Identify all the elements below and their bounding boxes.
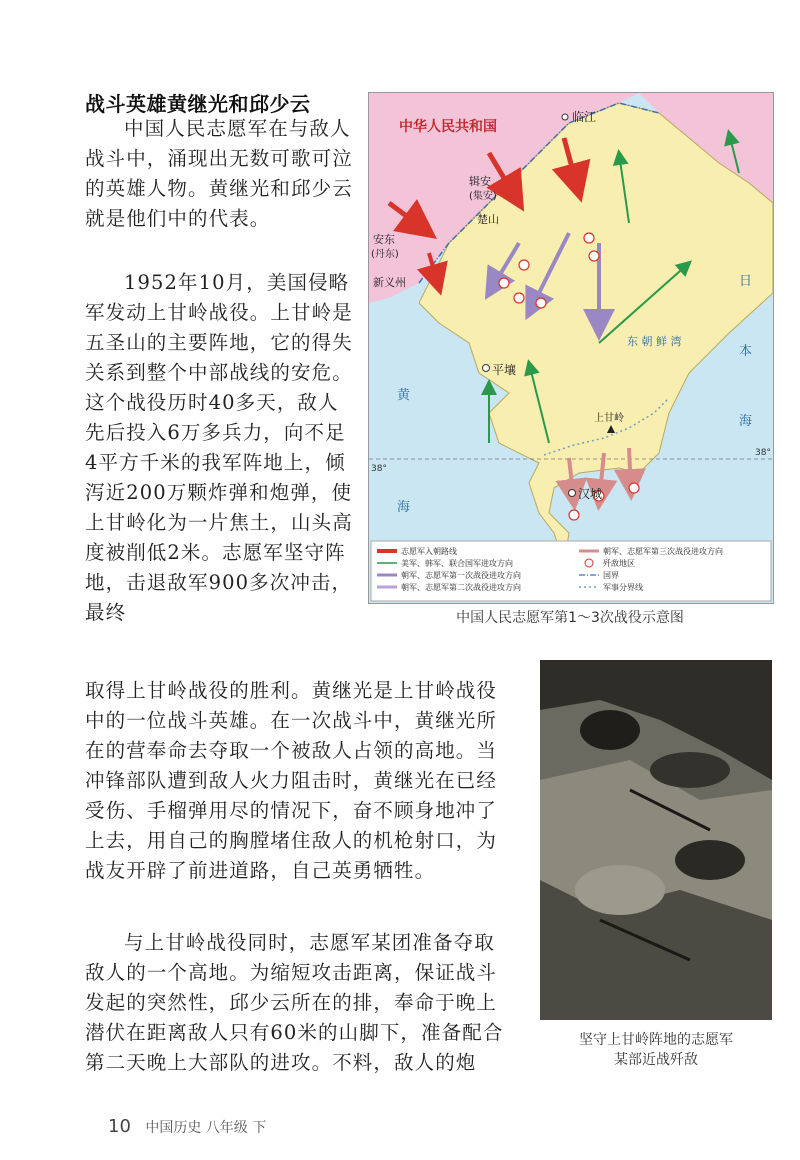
legend-item-6: 国界 (603, 571, 619, 580)
campaign-map (368, 92, 774, 604)
label-east-korea-bay: 东 朝 鲜 湾 (627, 335, 682, 348)
label-yellow-sea-2: 海 (397, 500, 411, 515)
legend-item-5: 歼敌地区 (603, 559, 635, 568)
photo-caption-line-2: 某部近战歼敌 (614, 1052, 698, 1068)
paragraph-shangganling: 1952年10月，美国侵略军发动上甘岭战役。上甘岭是五圣山的主要阵地，它的得失关系到整个中部战线的安危。这个战役历时40多天，敌人先后投入6万多兵力，向不足4平方千米的我军阵地上，倾泻近200万颗炸弹和炮弹，使上甘岭化为一片焦土，山头高度被削低2米。志愿军坚守阵地，击退敌军900多次冲击，最终 (85, 271, 353, 624)
label-jian-alt: (集安) (469, 191, 497, 202)
label-linjiang: 临江 (572, 110, 597, 124)
paragraph-intro: 中国人民志愿军在与敌人战斗中，涌现出无数可歌可泣的英雄人物。黄继光和邱少云就是他们中的代表。 (85, 117, 353, 230)
label-hancheng: 汉城 (578, 487, 603, 501)
label-sea-of-japan-3: 海 (739, 414, 753, 429)
legend-item-7: 军事分界线 (603, 583, 643, 592)
label-yellow-sea-1: 黄 (397, 388, 411, 403)
label-pyongyang: 平壤 (492, 363, 517, 377)
label-jian: 辑安 (469, 175, 491, 188)
legend-item-3: 朝军、志愿军第二次战役进攻方向 (401, 583, 521, 592)
label-andong: 安东 (373, 233, 395, 246)
legend-item-4: 朝军、志愿军第三次战役进攻方向 (603, 547, 723, 556)
photo-caption (540, 1030, 772, 1070)
book-title: 中国历史 八年级 下 (145, 1120, 267, 1136)
paragraph-huang-jiguang: 取得上甘岭战役的胜利。黄继光是上甘岭战役中的一位战斗英雄。在一次战斗中，黄继光所在的营奉命去夺取一个被敌人占领的高地。当冲锋部队遭到敌人火力阻击时，黄继光在已经受伤、手榴弹用尽的情况下，奋不顾身地冲了上去，用自己的胸膛堵住敌人的机枪射口，为战友开辟了前进道路，自己英勇牺牲。 (85, 679, 498, 882)
page-footer (108, 1116, 266, 1137)
label-andong-alt: (丹东) (371, 249, 399, 260)
label-chushan: 楚山 (477, 213, 499, 226)
battle-photo-image (540, 660, 772, 1020)
label-38-right: 38° (755, 448, 771, 458)
label-xinyizhou: 新义州 (373, 276, 406, 289)
paragraph-qiu-shaoyun: 与上甘岭战役同时，志愿军某团准备夺取敌人的一个高地。为缩短攻击距离，保证战斗发起的突然性，邱少云所在的排，奉命于晚上潜伏在距离敌人只有60米的山脚下，准备配合第二天晚上大部队的进攻。不料，敌人的炮 (85, 931, 504, 1074)
section-heading: 战斗英雄黄继光和邱少云 (85, 92, 311, 116)
map-caption: 中国人民志愿军第1～3次战役示意图 (456, 610, 684, 626)
photo-caption-line-1: 坚守上甘岭阵地的志愿军 (579, 1032, 733, 1048)
label-sea-of-japan-1: 日 (739, 274, 753, 289)
label-prc: 中华人民共和国 (399, 119, 497, 135)
label-38-left: 38° (371, 464, 387, 474)
legend-item-2: 朝军、志愿军第一次战役进攻方向 (401, 571, 521, 580)
label-sea-of-japan-2: 本 (739, 344, 753, 359)
battle-photo (540, 660, 772, 1020)
label-shangganling: 上甘岭 (594, 413, 624, 424)
campaign-map-svg (369, 93, 773, 603)
legend-item-0: 志愿军入朝路线 (401, 547, 457, 556)
page-number: 10 (108, 1116, 131, 1137)
legend-item-1: 美军、韩军、联合国军进攻方向 (401, 559, 513, 568)
